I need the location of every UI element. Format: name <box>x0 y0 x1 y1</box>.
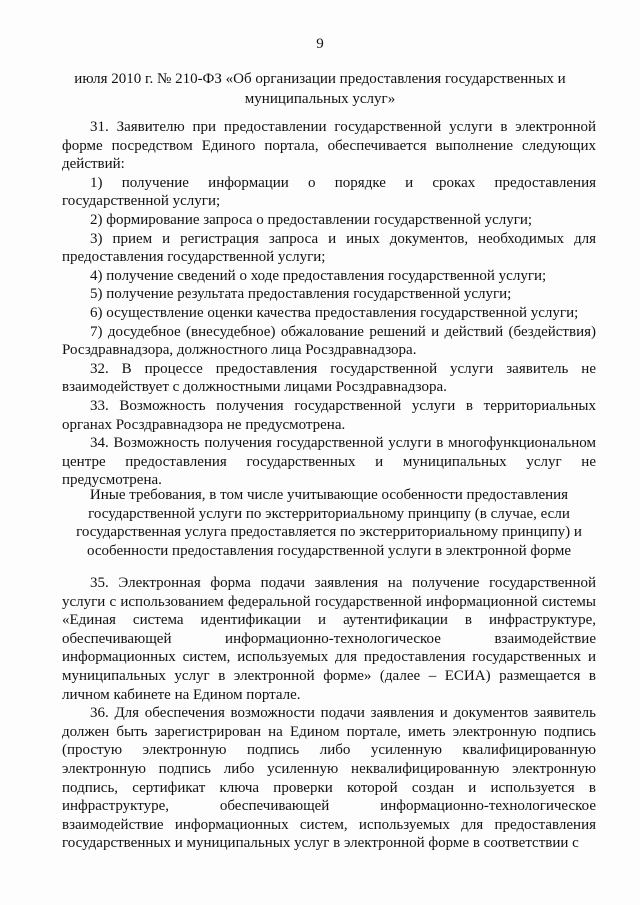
list-item-3: 3) прием и регистрация запроса и иных документов, необходимых для предоставления государственной услуги; <box>62 230 596 266</box>
paragraph-33: 33. Возможность получения государственной услуги в территориальных органах Росздравнадзора не предусмотрена. <box>62 397 596 433</box>
paragraph-36: 36. Для обеспечения возможности подачи заявления и документов заявитель должен быть зарегистрирован на Едином портале, иметь электронную подпись (простую электронную подпись либо усиленную квалифицированную электронную подпись либо усиленную неквалифицированную электронную подпись, сертификат ключа проверки которой создан и используется в инфраструктуре, обеспечивающей информационно-технологическое взаимодействие информационных систем, используемых для предоставления государственных и муниципальных услуг в электронной форме в соответствии с <box>62 705 596 852</box>
header-continuation: июля 2010 г. № 210-ФЗ «Об организации предоставления государственных и муниципальных услуг» <box>74 71 566 107</box>
list-item-4: 4) получение сведений о ходе предоставления государственной услуги; <box>90 267 547 284</box>
list-item-2: 2) формирование запроса о предоставлении государственной услуги; <box>90 211 533 228</box>
list-item-1: 1) получение информации о порядке и сроках предоставления государственной услуги; <box>62 174 596 210</box>
paragraph-31: 31. Заявителю при предоставлении государственной услуги в электронной форме посредством Единого портала, обеспечивается выполнение следующих действий: <box>62 119 596 173</box>
page-number: 9 <box>316 36 324 52</box>
paragraph-35: 35. Электронная форма подачи заявления на получение государственной услуги с использованием федеральной государственной информационной системы «Единая система идентификации и аутентификации в инфраструктуре, обеспечивающей информационно-технологическое взаимодействие информационных систем, используемых для предоставления государственных и муниципальных услуг в электронной форме» (далее – ЕСИА) размещается в личном кабинете на Едином портале. <box>62 575 596 703</box>
paragraph-32: 32. В процессе предоставления государственной услуги заявитель не взаимодействует с должностными лицами Росздравнадзора. <box>62 360 596 396</box>
list-item-6: 6) осуществление оценки качества предоставления государственной услуги; <box>90 304 579 321</box>
section-heading: Иные требования, в том числе учитывающие особенности предоставления государственной услуги по экстерриториальному принципу (в случае, если государственная услуга предоставляется по экстерриториальному принципу) и особенности предоставления государственной услуги в электронной форме <box>76 487 582 559</box>
list-item-5: 5) получение результата предоставления государственной услуги; <box>90 286 512 303</box>
paragraph-34: 34. Возможность получения государственной услуги в многофункциональном центре предоставления государственных и муниципальных услуг не предусмотрена. <box>62 435 596 489</box>
list-item-7: 7) досудебное (внесудебное) обжалование решений и действий (бездействия) Росздравнадзора, должностного лица Росздравнадзора. <box>62 323 596 359</box>
body-text-top <box>62 118 596 490</box>
body-text-bottom <box>62 574 596 853</box>
